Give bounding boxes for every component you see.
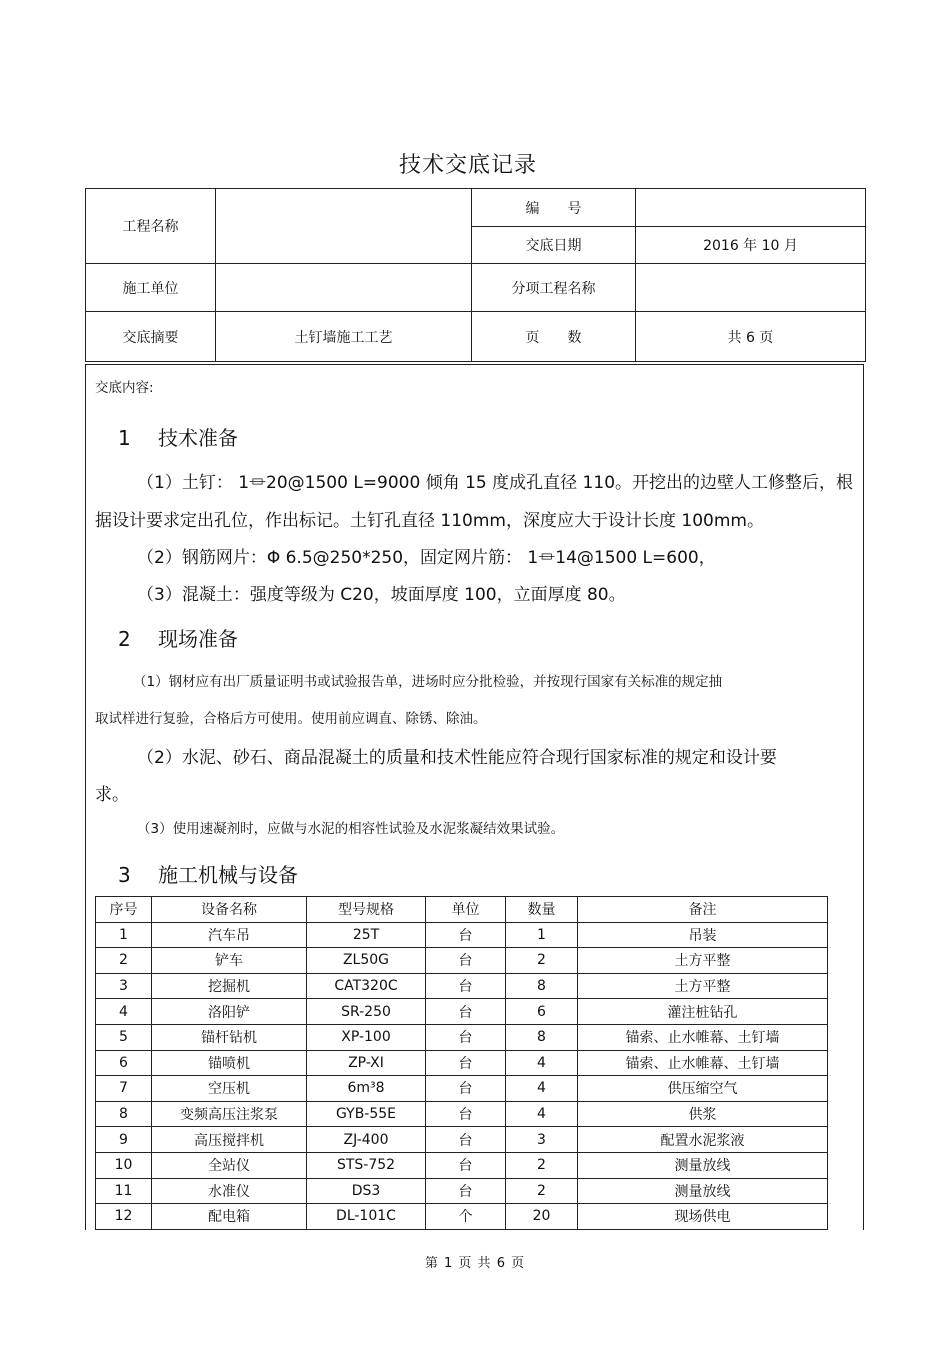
page-footer: 第 1 页 共 6 页 [424,1256,526,1271]
table-cell: GYB-55E [307,1101,426,1127]
table-cell: 土方平整 [578,948,828,974]
number-label: 编 号 [472,189,636,227]
project-name-label: 工程名称 [86,189,216,264]
table-row [96,999,828,1025]
s2-para-2a: （2）水泥、砂石、商品混凝土的质量和技术性能应符合现行国家标准的规定和设计要 [137,748,777,768]
table-cell: STS-752 [307,1152,426,1178]
table-cell: 10 [96,1152,152,1178]
table-cell: 11 [96,1178,152,1204]
table-cell: 台 [426,999,506,1025]
table-cell: 6 [96,1050,152,1076]
table-cell: 洛阳铲 [152,999,307,1025]
table-cell: 4 [506,1101,578,1127]
table-cell: 2 [96,948,152,974]
section-1-heading [118,422,238,451]
table-cell: 现场供电 [578,1204,828,1230]
table-row [96,1152,828,1178]
table-cell: ZJ-400 [307,1127,426,1153]
table-cell: 台 [426,1127,506,1153]
table-cell: 铲车 [152,948,307,974]
table-cell: 2 [506,948,578,974]
s1-para-1a: （1）土钉： 1⏛20@1500 L=9000 倾角 15 度成孔直径 110。开挖出的边壁人工修整后，根 [137,473,854,493]
section-1-number: 1 [118,426,131,450]
table-cell: 8 [506,1024,578,1050]
table-row [96,922,828,948]
table-cell: 台 [426,948,506,974]
column-header: 序号 [96,897,152,923]
table-cell: 供压缩空气 [578,1076,828,1102]
table-cell: 台 [426,1024,506,1050]
table-cell: CAT320C [307,973,426,999]
table-row [96,1204,828,1230]
s2-para-2b: 求。 [95,785,129,805]
table-cell: 台 [426,973,506,999]
table-cell: 锚杆钻机 [152,1024,307,1050]
table-cell: XP-100 [307,1024,426,1050]
table-cell: 挖掘机 [152,973,307,999]
section-1-title: 技术准备 [158,426,238,450]
table-row [96,973,828,999]
table-cell: 7 [96,1076,152,1102]
table-cell: 2 [506,1178,578,1204]
s1-para-1b: 据设计要求定出孔位，作出标记。土钉孔直径 110mm，深度应大于设计长度 100mm。 [95,511,764,531]
s1-para-2: （2）钢筋网片：Φ 6.5@250*250，固定网片筋： 1⏛14@1500 L=600， [137,548,716,568]
table-cell: 台 [426,1152,506,1178]
pages-value: 共 6 页 [636,312,866,362]
table-cell: 锚喷机 [152,1050,307,1076]
table-row [96,1050,828,1076]
table-cell: 全站仪 [152,1152,307,1178]
table-row [96,1024,828,1050]
table-cell: 6 [506,999,578,1025]
table-cell: 台 [426,922,506,948]
table-cell: SR-250 [307,999,426,1025]
section-3-title: 施工机械与设备 [158,863,298,887]
section-2-heading [118,623,238,652]
subproject-value [636,264,866,312]
table-header-row [96,897,828,923]
table-cell: 汽车吊 [152,922,307,948]
table-cell: 个 [426,1204,506,1230]
table-cell: 台 [426,1050,506,1076]
header-table [85,188,866,362]
table-cell: 台 [426,1076,506,1102]
table-cell: DS3 [307,1178,426,1204]
table-cell: 4 [96,999,152,1025]
table-cell: 空压机 [152,1076,307,1102]
table-cell: 4 [506,1076,578,1102]
table-cell: 9 [96,1127,152,1153]
table-cell: 配电箱 [152,1204,307,1230]
column-header: 备注 [578,897,828,923]
table-cell: 配置水泥浆液 [578,1127,828,1153]
table-cell: 8 [96,1101,152,1127]
table-cell: 供浆 [578,1101,828,1127]
summary-value: 土钉墙施工工艺 [216,312,472,362]
table-cell: 6m³8 [307,1076,426,1102]
table-cell: 锚索、止水帷幕、土钉墙 [578,1024,828,1050]
table-cell: 台 [426,1178,506,1204]
table-row [96,1101,828,1127]
unit-value [216,264,472,312]
table-cell: 20 [506,1204,578,1230]
s2-para-3: （3）使用速凝剂时，应做与水泥的相容性试验及水泥浆凝结效果试验。 [137,821,565,837]
table-cell: 高压搅拌机 [152,1127,307,1153]
table-cell: 1 [506,922,578,948]
table-cell: 25T [307,922,426,948]
table-cell: 土方平整 [578,973,828,999]
table-cell: 灌注桩钻孔 [578,999,828,1025]
table-cell: 测量放线 [578,1152,828,1178]
table-row [96,1076,828,1102]
column-header: 型号规格 [307,897,426,923]
document-title: 技术交底记录 [398,153,537,178]
column-header: 设备名称 [152,897,307,923]
table-cell: 台 [426,1101,506,1127]
subproject-label: 分项工程名称 [472,264,636,312]
number-value [636,189,866,227]
table-cell: 8 [506,973,578,999]
table-cell: ZP-XI [307,1050,426,1076]
unit-label: 施工单位 [86,264,216,312]
table-cell: 变频高压注浆泵 [152,1101,307,1127]
table-cell: 4 [506,1050,578,1076]
section-3-number: 3 [118,863,131,887]
table-cell: 2 [506,1152,578,1178]
table-cell: 吊装 [578,922,828,948]
summary-label: 交底摘要 [86,312,216,362]
content-intro: 交底内容: [95,380,154,396]
table-row [96,948,828,974]
section-2-title: 现场准备 [158,627,238,651]
s2-para-1b: 取试样进行复验，合格后方可使用。使用前应调直、除锈、除油。 [95,711,487,727]
table-cell: 锚索、止水帷幕、土钉墙 [578,1050,828,1076]
table-cell: 3 [506,1127,578,1153]
table-cell: 测量放线 [578,1178,828,1204]
date-value: 2016 年 10 月 [636,227,866,264]
s2-para-1a: （1）钢材应有出厂质量证明书或试验报告单，进场时应分批检验，并按现行国家有关标准的规定抽 [133,674,723,690]
section-2-number: 2 [118,627,131,651]
table-cell: 3 [96,973,152,999]
table-cell: ZL50G [307,948,426,974]
pages-label: 页 数 [472,312,636,362]
table-row [96,1178,828,1204]
table-cell: DL-101C [307,1204,426,1230]
equipment-table [95,896,828,1230]
project-name-value [216,189,472,264]
column-header: 数量 [506,897,578,923]
table-cell: 水准仪 [152,1178,307,1204]
table-cell: 5 [96,1024,152,1050]
date-label: 交底日期 [472,227,636,264]
column-header: 单位 [426,897,506,923]
s1-para-3: （3）混凝土：强度等级为 C20，坡面厚度 100，立面厚度 80。 [137,585,626,605]
table-cell: 1 [96,922,152,948]
section-3-heading [118,859,298,888]
table-row [96,1127,828,1153]
table-cell: 12 [96,1204,152,1230]
